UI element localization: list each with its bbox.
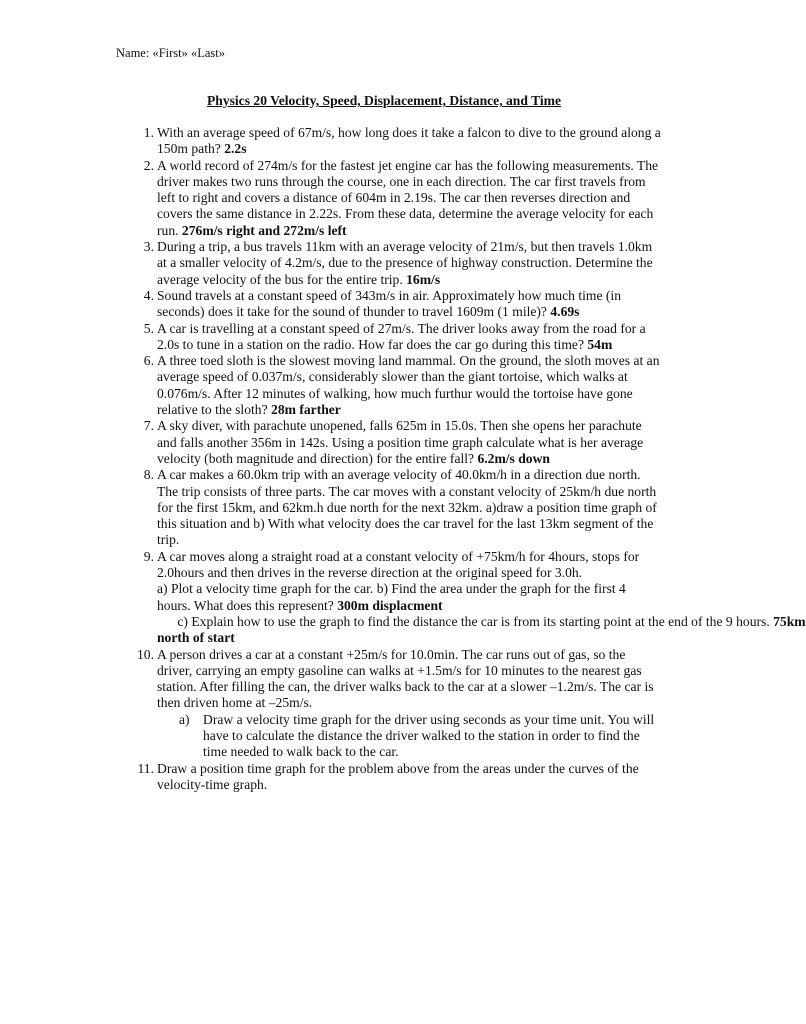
question-text: A car is travelling at a constant speed of 27m/s. The driver looks away from the road for a 2.0s to tune in a station on the radio. How far does the car go during this time? (157, 320, 646, 352)
question-answer: 4.69s (550, 304, 580, 320)
question-4 (116, 288, 662, 321)
subpart-ab-text: a) Plot a velocity time graph for the car. b) Find the area under the graph for the first 4 hours. What does this represent? (157, 581, 626, 613)
question-number: 8. (143, 467, 154, 483)
question-text: A person drives a car at a constant +25m/s for 10.0min. The car runs out of gas, so the driver, carrying an empty gasoline can walks at +1.5m/s for 10 minutes to the nearest gas station. After filling the can, the driver walks back to the car at a slower –1.2m/s. The car is then driven home at –25m/s. (157, 646, 654, 711)
question-9 (116, 548, 806, 647)
question-answer: 276m/s right and 272m/s left (181, 222, 347, 238)
subpart-label: a) (179, 711, 190, 727)
question-text: A car moves along a straight road at a constant velocity of +75km/h for 4hours, stops for 2.0hours and then drives in the reverse direction at the original speed for 3.0h. (157, 548, 640, 581)
question-number: 3. (143, 239, 154, 255)
subpart-text: Draw a velocity time graph for the driver using seconds as your time unit. You will have to calculate the distance the driver walked to the station in order to find the time needed to walk back to the car. (203, 711, 655, 760)
question-1 (116, 125, 662, 158)
question-text: With an average speed of 67m/s, how long does it take a falcon to dive to the ground along a 150m path? (157, 125, 661, 157)
question-10 (116, 647, 662, 761)
question-number: 5. (143, 320, 154, 336)
question-number: 6. (143, 353, 154, 369)
question-answer: 54m (587, 336, 613, 352)
student-name-line: Name: «First» «Last» (116, 46, 226, 60)
question-number: 10. (137, 646, 154, 662)
question-text: A three toed sloth is the slowest moving land mammal. On the ground, the sloth moves at an average speed of 0.037m/s, considerably slower than the giant tortoise, which walks at 0.076m/s. After 12 minutes of walking, how much furthur would the tortoise have gone relative to the sloth? (157, 353, 660, 418)
question-text: Draw a position time graph for the problem above from the areas under the curves of the velocity-time graph. (157, 760, 639, 792)
question-text: A car makes a 60.0km trip with an average velocity of 40.0km/h in a direction due north. The trip consists of three parts. The car moves with a constant velocity of 25km/h due north for the first 15km, and 62km.h due north for the next 32km. a)draw a position time graph of this situation and b) With what velocity does the car travel for the last 13km segment of the trip. (157, 467, 657, 548)
question-7 (116, 418, 662, 467)
question-8 (116, 467, 662, 548)
question-number: 11. (137, 760, 154, 776)
subpart-c-answer: 75km north of start (157, 613, 806, 646)
question-6 (116, 353, 662, 418)
subpart-c-text: c) Explain how to use the graph to find the distance the car is from its starting point at the end of the 9 hours. (157, 613, 774, 629)
question-number: 1. (143, 125, 154, 140)
question-number: 7. (143, 418, 154, 434)
question-answer: 28m farther (271, 402, 341, 418)
question-text: A world record of 274m/s for the fastest jet engine car has the following measurements. The driver makes two runs through the course, one in each direction. The car first travels from left to right and covers a distance of 604m in 2.19s. The car then reverses direction and covers the same distance in 2.22s. From these data, determine the average velocity for each run. (157, 157, 659, 238)
question-text: A sky diver, with parachute unopened, falls 625m in 15.0s. Then she opens her parachute and falls another 356m in 142s. Using a position time graph calculate what is her average velocity (both magnitude and direction) for the entire fall? (157, 418, 644, 466)
subpart-b-answer: 300m displacment (337, 597, 443, 613)
question-subpart-a (157, 712, 662, 761)
question-3 (116, 239, 662, 288)
question-answer: 16m/s (406, 271, 441, 287)
question-list (116, 125, 806, 793)
question-11 (116, 761, 662, 794)
question-number: 4. (143, 287, 154, 303)
question-answer: 6.2m/s down (477, 450, 550, 466)
question-2 (116, 158, 662, 239)
question-text: During a trip, a bus travels 11km with an average velocity of 21m/s, but then travels 1.0km at a smaller velocity of 4.2m/s, due to the presence of highway construction. Determine the average velocity of the bus for the entire trip. (157, 239, 653, 287)
question-number: 9. (143, 548, 154, 564)
question-number: 2. (143, 157, 154, 173)
question-subparts (157, 581, 806, 646)
question-answer: 2.2s (224, 141, 247, 157)
worksheet-title: Physics 20 Velocity, Speed, Displacement, Distance, and Time (206, 93, 562, 108)
question-5 (116, 321, 662, 354)
question-text: Sound travels at a constant speed of 343m/s in air. Approximately how much time (in seconds) does it take for the sound of thunder to travel 1609m (1 mile)? (157, 287, 621, 320)
